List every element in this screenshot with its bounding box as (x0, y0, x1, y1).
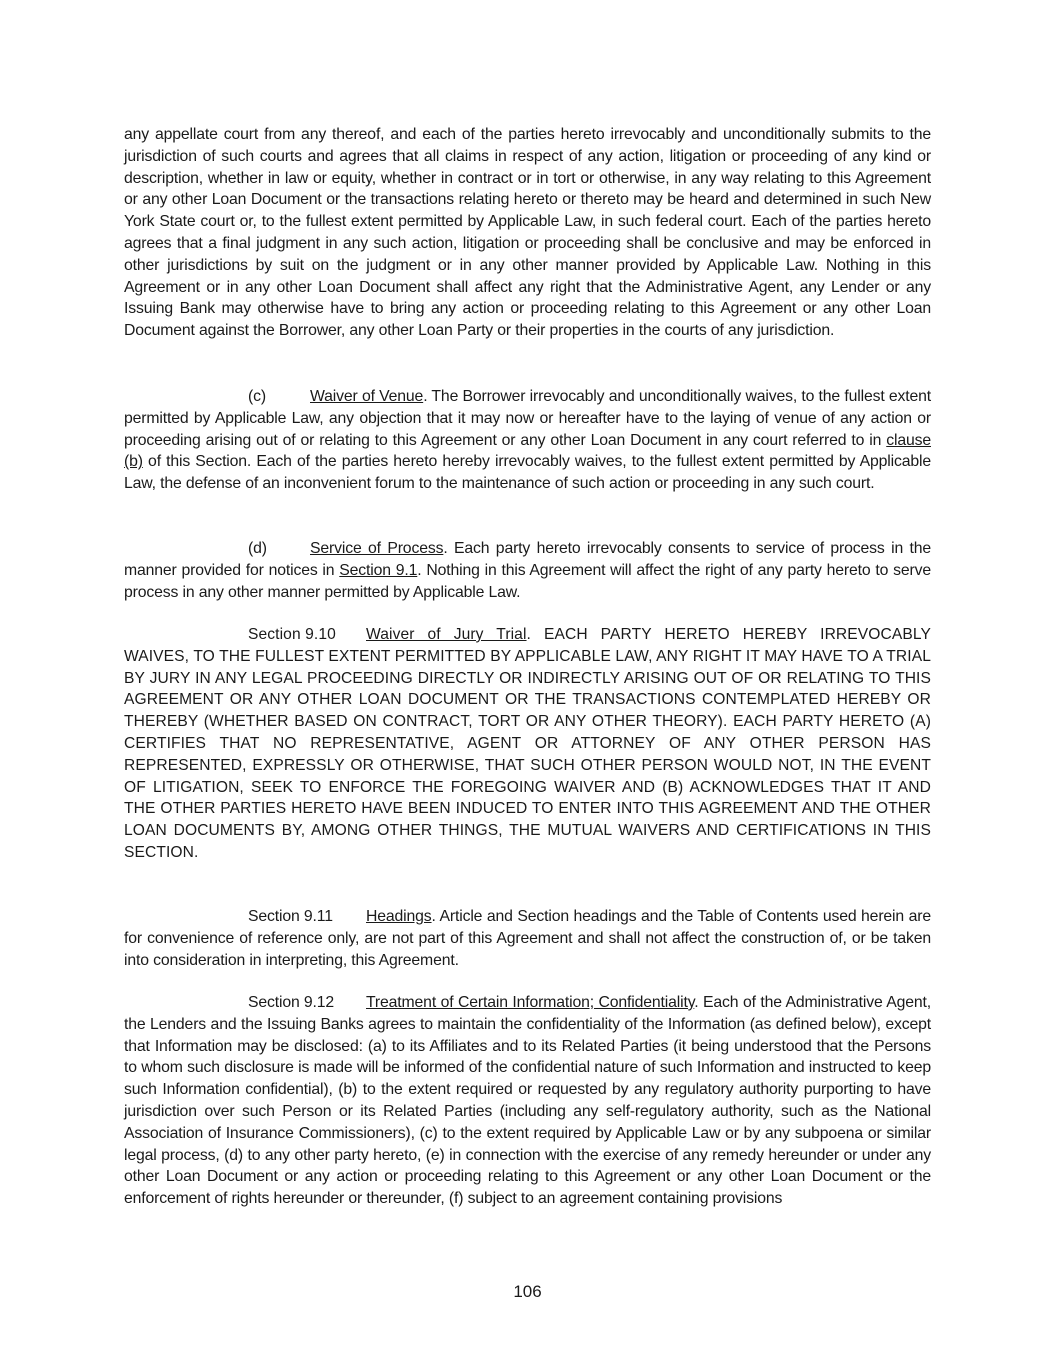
paragraph-text: any appellate court from any thereof, and each of the parties hereto irrevocably and unconditionally submits to the jurisdiction of such courts and agrees that all claims in respect of any action, litigation or proceeding of any kind or description, whether in law or equity, whether in contract or in tort or otherwise, in any way relating to this Agreement or any other Loan Document or the transactions relating hereto or thereto may be heard and determined in such New York State court or, to the fullest extent permitted by Applicable Law, in such federal court. Each of the parties hereto agrees that a final judgment in any such action, litigation or proceeding shall be conclusive and may be enforced in other jurisdictions by suit on the judgment or in any other manner provided by Applicable Law. Nothing in this Agreement or in any other Loan Document shall affect any right that the Administrative Agent, any Lender or any Issuing Bank may otherwise have to bring any action or proceeding relating to this Agreement or any other Loan Document against the Borrower, any other Loan Party or their properties in the courts of any jurisdiction. (124, 126, 931, 340)
clause-number: (c) (248, 388, 266, 405)
paragraph-waiver-of-venue (124, 386, 931, 495)
clause-heading: Waiver of Venue (310, 388, 424, 405)
paragraph-service-of-process (124, 538, 931, 603)
paragraph-text: . Article and Section headings and the Table of Contents used herein are for convenience of reference only, are not part of this Agreement and shall not affect the construction of, or be taken into consideration in interpreting, this Agreement. (124, 908, 931, 969)
section-number: Section 9.12 (248, 994, 335, 1011)
paragraph-text: . Each party hereto irrevocably consents to service of process in the manner provided for notices in (124, 540, 931, 579)
cross-reference-link[interactable]: clause (b) (124, 431, 931, 471)
clause-number: (d) (248, 540, 267, 557)
paragraph-text: . EACH PARTY HERETO HEREBY IRREVOCABLY WAIVES, TO THE FULLEST EXTENT PERMITTED BY APPLICABLE LAW, ANY RIGHT IT MAY HAVE TO A TRIAL BY JURY IN ANY LEGAL PROCEEDING DIRECTLY OR INDIRECTLY ARISING OUT OF OR RELATING TO THIS AGREEMENT OR ANY OTHER LOAN DOCUMENT OR THE TRANSACTIONS CONTEMPLATED HEREBY OR THEREBY (WHETHER BASED ON CONTRACT, TORT OR ANY OTHER THEORY). EACH PARTY HERETO (A) CERTIFIES THAT NO REPRESENTATIVE, AGENT OR ATTORNEY OF ANY OTHER PERSON HAS REPRESENTED, EXPRESSLY OR OTHERWISE, THAT SUCH OTHER PERSON WOULD NOT, IN THE EVENT OF LITIGATION, SEEK TO ENFORCE THE FOREGOING WAIVER AND (B) ACKNOWLEDGES THAT IT AND THE OTHER PARTIES HERETO HAVE BEEN INDUCED TO ENTER INTO THIS AGREEMENT AND THE OTHER LOAN DOCUMENTS BY, AMONG OTHER THINGS, THE MUTUAL WAIVERS AND CERTIFICATIONS IN THIS SECTION. (124, 626, 931, 861)
page-number: 106 (513, 1282, 542, 1301)
section-9-12-confidentiality (124, 992, 931, 1210)
paragraph-jurisdiction-continued (124, 124, 931, 342)
section-heading: Treatment of Certain Information; Confidentiality (366, 994, 695, 1011)
section-number: Section 9.11 (248, 908, 333, 925)
paragraph-text: . The Borrower irrevocably and unconditionally waives, to the fullest extent permitted by Applicable Law, any objection that it may now or hereafter have to the laying of venue of any action or proceeding arising out of or relating to this Agreement or any other Loan Document in any court referred to in (124, 388, 931, 449)
paragraph-text: . Nothing in this Agreement will affect the right of any party hereto to serve process in any other manner permitted by Applicable Law. (124, 561, 931, 601)
paragraph-text: . Each of the Administrative Agent, the Lenders and the Issuing Banks agrees to maintain the confidentiality of the Information (as defined below), except that Information may be disclosed: (a) to its Affiliates and to its Related Parties (it being understood that the Persons to whom such disclosure is made will be informed of the confidential nature of such Information and instructed to keep such Information confidential), (b) to the extent required or requested by any regulatory authority purporting to have jurisdiction over such Person or its Related Parties (including any self-regulatory authority, such as the National Association of Insurance Commissioners), (c) to the extent required by Applicable Law or by any subpoena or similar legal process, (d) to any other party hereto, (e) in connection with the exercise of any remedy hereunder or under any other Loan Document or any action or proceeding relating to this Agreement or any other Loan Document or the enforcement of rights hereunder or thereunder, (f) subject to an agreement containing provisions (124, 994, 932, 1208)
section-9-10-waiver-of-jury-trial (124, 624, 931, 864)
cross-reference-link[interactable]: Section 9.1 (339, 561, 418, 579)
section-9-11-headings (124, 906, 931, 971)
section-heading: Waiver of Jury Trial (366, 626, 527, 643)
paragraph-text: of this Section. Each of the parties hereto hereby irrevocably waives, to the fullest extent permitted by Applicable Law, the defense of an inconvenient forum to the maintenance of such action or proceeding in any such court. (124, 453, 931, 493)
section-number: Section 9.10 (248, 626, 336, 643)
clause-heading: Service of Process (310, 540, 444, 557)
section-heading: Headings (366, 908, 432, 925)
